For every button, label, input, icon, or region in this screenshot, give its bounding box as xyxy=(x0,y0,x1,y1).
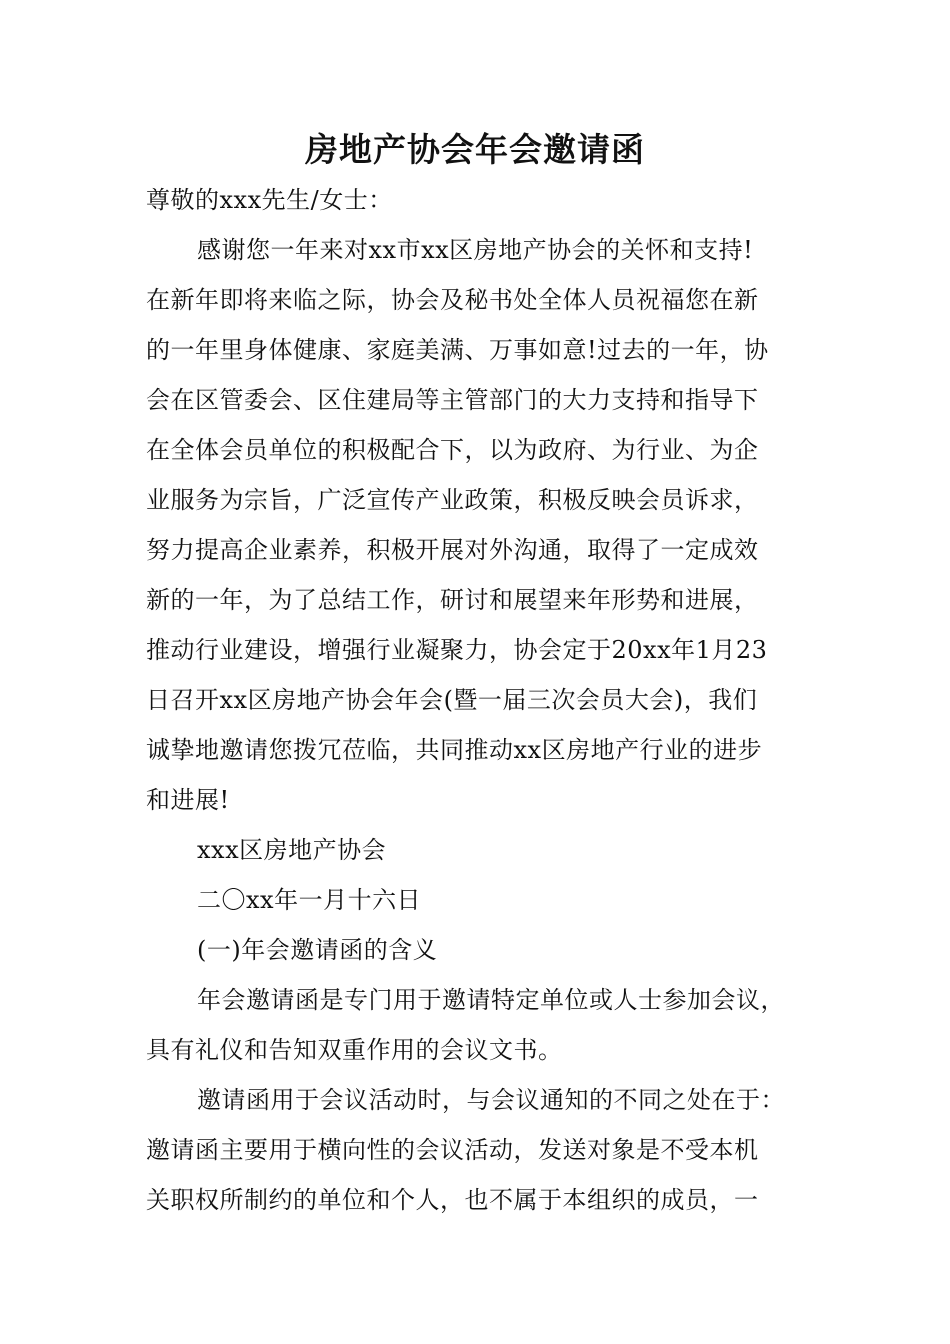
paragraph-line: 具有礼仪和告知双重作用的会议文书。 xyxy=(146,1036,563,1064)
body-line: 日召开xx区房地产协会年会(暨一届三次会员大会)，我们 xyxy=(146,686,758,714)
salutation: 尊敬的xxx先生/女士： xyxy=(146,186,393,214)
paragraph-line: 关职权所制约的单位和个人，也不属于本组织的成员，一 xyxy=(146,1186,759,1214)
body-line: 努力提高企业素养，积极开展对外沟通，取得了一定成效 xyxy=(146,536,759,564)
paragraph-line: 邀请函主要用于横向性的会议活动，发送对象是不受本机 xyxy=(146,1136,759,1164)
document-title: 房地产协会年会邀请函 xyxy=(305,130,645,169)
body-line: 和进展! xyxy=(146,786,230,814)
body-line: 诚挚地邀请您拨冗莅临，共同推动xx区房地产行业的进步 xyxy=(146,736,763,764)
paragraph-line: 年会邀请函是专门用于邀请特定单位或人士参加会议， xyxy=(197,986,785,1014)
body-line: 业服务为宗旨，广泛宣传产业政策，积极反映会员诉求， xyxy=(146,486,759,514)
signature-organization: xxx区房地产协会 xyxy=(197,836,387,864)
body-line: 在全体会员单位的积极配合下，以为政府、为行业、为企 xyxy=(146,436,759,464)
body-line: 在新年即将来临之际，协会及秘书处全体人员祝福您在新 xyxy=(146,286,759,314)
body-line: 的一年里身体健康、家庭美满、万事如意!过去的一年，协 xyxy=(146,336,769,364)
section-heading: (一)年会邀请函的含义 xyxy=(197,936,438,964)
paragraph-line: 邀请函用于会议活动时，与会议通知的不同之处在于： xyxy=(197,1086,785,1114)
body-line: 新的一年，为了总结工作，研讨和展望来年形势和进展， xyxy=(146,586,759,614)
body-line: 感谢您一年来对xx市xx区房地产协会的关怀和支持! xyxy=(197,236,754,264)
body-line: 会在区管委会、区住建局等主管部门的大力支持和指导下 xyxy=(146,386,759,414)
signature-date: 二〇xx年一月十六日 xyxy=(197,886,422,914)
body-line: 推动行业建设，增强行业凝聚力，协会定于20xx年1月23 xyxy=(146,636,768,664)
